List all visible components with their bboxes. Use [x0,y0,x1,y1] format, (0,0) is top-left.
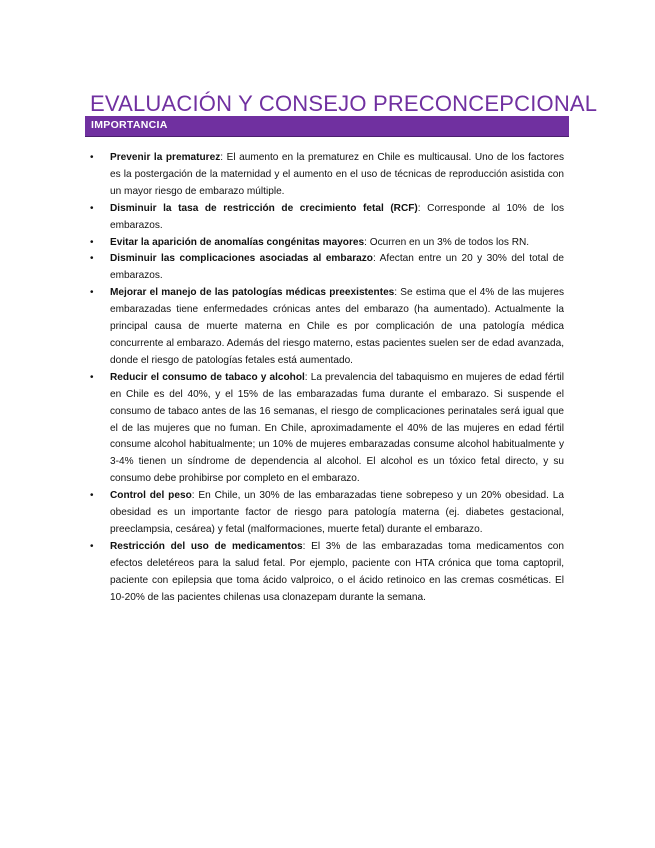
bullet-icon: • [90,287,94,299]
section-header-label: IMPORTANCIA [91,119,168,131]
item-term: Restricción del uso de medicamentos [110,540,303,552]
list-item [88,539,564,607]
item-text: : En Chile, un 30% de las embarazadas tiene sobrepeso y un 20% obesidad. La obesidad es un importante factor de riesgo para patología materna (ej. diabetes gestacional, preeclampsia, cesárea) y fetal (malformaciones, muerte fetal) durante el embarazo. [110,490,564,535]
item-term: Reducir el consumo de tabaco y alcohol [110,371,305,383]
list-item [88,235,564,252]
item-text: : Se estima que el 4% de las mujeres embarazadas tiene enfermedades crónicas antes del embarazo (ha aumentado). Actualmente la principal causa de muerte materna en Chile es por complicación de una patología médica concurrente al embarazo. Además del riesgo materno, estas pacientes suelen ser de edad avanzada, donde el riesgo de patologías fetales está aumentado. [110,287,564,366]
bullet-icon: • [90,202,94,214]
item-term: Prevenir la prematurez [110,152,221,163]
item-term: Control del peso [110,490,192,502]
list-item [88,370,564,488]
bullet-list [88,150,564,606]
bullet-icon: • [90,490,94,502]
list-item [88,285,564,370]
page-title: EVALUACIÓN Y CONSEJO PRECONCEPCIONAL [90,90,598,116]
list-item [88,150,564,201]
section-header-bar [85,116,569,137]
item-text: : La prevalencia del tabaquismo en mujeres de edad fértil en Chile es del 40%, y el 15% de las embarazadas fuma durante el embarazo. Si suspende el consumo de tabaco antes de las 16 semanas, el riesgo de complicaciones perinatales será igual que el de las mujeres que no fuman. En Chile, aproximadamente el 40% de las mujeres en edad fértil consume alcohol habitualmente; un 10% de mujeres embarazadas consume alcohol habitualmente y 3-4% tienen un síndrome de dependencia al alcohol. El alcohol es un tóxico fetal directo, y su consumo debe prohibirse por completo en el embarazo. [110,371,564,485]
item-term: Disminuir las complicaciones asociadas al embarazo [110,253,373,265]
item-text: : Corresponde al 10% de los embarazos. [110,202,564,231]
bullet-icon: • [90,540,94,552]
bullet-icon: • [90,253,94,265]
item-text: : El aumento en la prematurez en Chile es multicausal. Uno de los factores es la postergación de la maternidad y el aumento en el uso de técnicas de reproducción asistida con un mayor riesgo de embarazo múltiple. [110,152,564,197]
bullet-icon: • [90,152,94,163]
item-term: Disminuir la tasa de restricción de crecimiento fetal (RCF) [110,202,418,214]
bullet-icon: • [90,371,94,383]
list-item [88,488,564,539]
item-text: : Afectan entre un 20 y 30% del total de embarazos. [110,253,565,282]
item-term: Evitar la aparición de anomalías congénitas mayores [110,236,365,248]
bullet-icon: • [90,236,94,248]
list-item [88,201,564,235]
item-term: Mejorar el manejo de las patologías médicas preexistentes [110,287,395,299]
item-text: : Ocurren en un 3% de todos los RN. [364,236,530,248]
list-item [88,251,564,285]
item-text: : El 3% de las embarazadas toma medicamentos con efectos deletéreos para la salud fetal. Por ejemplo, paciente con HTA crónica que toma captopril, paciente con epilepsia que toma ácido valproico, o el ácido retinoico en las cremas cosméticas. El 10-20% de las pacientes chilenas usa clonazepam durante la semana. [110,540,564,603]
